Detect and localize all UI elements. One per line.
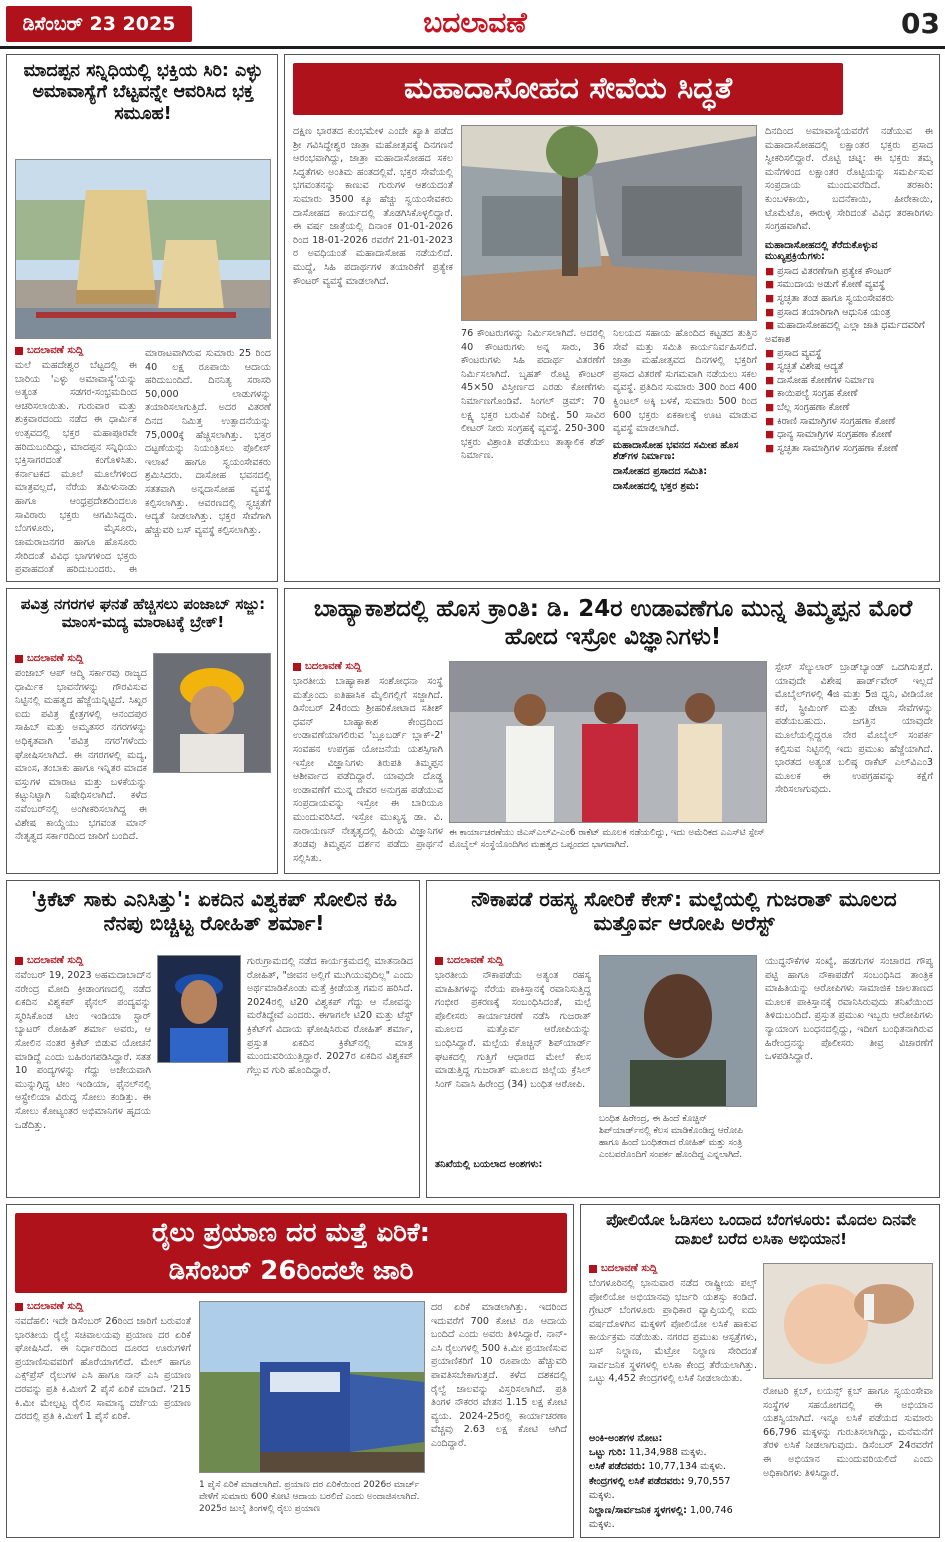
story-cricket-body-col2: ಗುರುಗ್ರಾಮದಲ್ಲಿ ನಡೆದ ಕಾರ್ಯಕ್ರಮದಲ್ಲಿ ಮಾತನಾಡಿದ ರೋಹಿತ್, "ಜೀವನ ಅಲ್ಲಿಗೆ ಮುಗಿಯುವುದಿಲ್ಲ" ಎಂದು ಅರ್ಥಮಾಡಿಕೊಂಡು ಮತ್ತೆ ಕ್ರೀಡೆಯತ್ತ ಗಮನ ಹರಿಸಿದೆ. 2024ರಲ್ಲಿ ಟಿ20 ವಿಶ್ವಕಪ್ ಗೆದ್ದು ಆ ನೋವನ್ನು ಮರೆತಿದ್ದೇವೆ ಎಂದರು. ಈಗಾಗಲೇ ಟಿ20 ಮತ್ತು ಟೆಸ್ಟ್ ಕ್ರಿಕೆಟ್‌ಗೆ ವಿದಾಯ ಘೋಷಿಸಿರುವ ರೋಹಿತ್ ಶರ್ಮಾ, ಪ್ರಸ್ತುತ ಏಕದಿನ ಕ್ರಿಕೆಟ್‌ನಲ್ಲಿ ಮಾತ್ರ ಮುಂದುವರಿಯುತ್ತಿದ್ದಾರೆ. 2027ರ ಏಕದಿನ ವಿಶ್ವಕಪ್ ಗೆಲ್ಲುವ ಗುರಿ ಹೊಂದಿದ್ದಾರೆ. <box>247 956 413 1076</box>
dasoha-shed-image <box>462 126 756 320</box>
rohit-portrait-image <box>158 956 240 1062</box>
polio-stat-value: 1,00,746 ಮಕ್ಕಳು. <box>589 1504 733 1530</box>
page-number: 03 <box>901 7 940 40</box>
story-temple-headline: ಮಾದಪ್ಪನ ಸನ್ನಿಧಿಯಲ್ಲಿ ಭಕ್ತಿಯ ಸಿರಿ: ಎಳ್ಳು ಅಮಾವಾಸ್ಯೆಗೆ ಬೆಟ್ಟವನ್ನೇ ಆವರಿಸಿದ ಭಕ್ತ ಸಮೂಹ! <box>23 61 263 124</box>
story-polio-byline: ಬದಲಾವಣೆ ಸುದ್ದಿ <box>589 1263 749 1274</box>
train-locomotive-image <box>200 1302 424 1472</box>
list-item: ■ ಕಾಯಿಪಲ್ಯೆ ಸಂಗ್ರಹ ಕೋಣೆ <box>765 387 933 401</box>
list-item: ■ ಮಹಾದಾಸೋಹದಲ್ಲಿ ಎಲ್ಲಾ ಜಾತಿ ಧರ್ಮದವರಿಗೆ ಅವಕಾಶ <box>765 319 933 346</box>
polio-stat-value: 9,70,557 ಮಕ್ಕಳು. <box>589 1475 731 1502</box>
accused-portrait-image <box>600 956 756 1106</box>
header-rule <box>0 46 945 49</box>
dasoha-subhead-3: ದಾಸೋಹದಲ್ಲಿ ಭಕ್ತರ ಶ್ರಮ: <box>613 480 700 492</box>
story-punjab <box>6 588 278 874</box>
story-temple <box>6 54 278 582</box>
polio-stat-label: ಒಟ್ಟು ಗುರಿ: <box>589 1447 626 1458</box>
story-temple-byline: ಬದಲಾವಣೆ ಸುದ್ದಿ <box>15 345 135 356</box>
polio-stat-row <box>589 1504 757 1533</box>
masthead-logo: ಬದಲಾವಣೆ <box>423 6 527 39</box>
polio-stat-value: 10,77,134 ಮಕ್ಕಳು. <box>648 1461 726 1473</box>
list-item: ■ ಪ್ರಸಾದ ತಯಾರಿಗಾಗಿ ಆಧುನಿಕ ಯಂತ್ರ <box>765 306 933 320</box>
baby-vaccine-image <box>764 1264 932 1378</box>
polio-stat-row <box>589 1446 757 1460</box>
list-item: ■ ಧಾನ್ಯ ಸಾಮಾಗ್ರಿಗಳ ಸಂಗ್ರಹಣಾ ಕೋಣೆ <box>765 428 933 442</box>
list-item: ■ ಪ್ರಸಾದ ವ್ಯವಸ್ಥೆ <box>765 347 933 361</box>
punjab-cm-portrait-image <box>154 654 270 772</box>
issue-date: ಡಿಸೆಂಬರ್ 23 2025 <box>6 6 192 42</box>
polio-stat-value: 11,34,988 ಮಕ್ಕಳು. <box>629 1447 707 1458</box>
temple-photo <box>15 159 271 339</box>
story-polio-body: ಬೆಂಗಳೂರಿನಲ್ಲಿ ಭಾನುವಾರ ನಡೆದ ರಾಷ್ಟ್ರೀಯ ಪಲ್ಸ್ ಪೋಲಿಯೋ ಅಭಿಯಾನವು ಭರ್ಜರಿ ಯಶಸ್ಸು ಕಂಡಿದೆ. ಗ್ರೇಟರ್ ಬೆಂಗಳೂರು ಪ್ರಾಧಿಕಾರ ವ್ಯಾಪ್ತಿಯಲ್ಲಿ ಐದು ವರ್ಷದೊಳಗಿನ ಮಕ್ಕಳಿಗೆ ಪೋಲಿಯೋ ಲಸಿಕೆ ಹಾಕುವ ಕಾರ್ಯಕ್ರಮ ನಡೆಯಿತು. ನಗರದ ಪ್ರಮುಖ ಆಸ್ಪತ್ರೆಗಳು, ಬಸ್ ನಿಲ್ದಾಣ, ಮೆಟ್ರೋ ನಿಲ್ದಾಣ ಸೇರಿದಂತೆ ಸಾರ್ವಜನಿಕ ಸ್ಥಳಗಳಲ್ಲಿ ಲಸಿಕಾ ಕೇಂದ್ರ ತೆರೆಯಲಾಗಿತ್ತು. ಒಟ್ಟು 4,452 ಕೇಂದ್ರಗಳಲ್ಲಿ ಲಸಿಕೆ ನೀಡಲಾಯಿತು. <box>589 1278 757 1385</box>
story-isro-byline: ಬದಲಾವಣೆ ಸುದ್ದಿ <box>293 661 433 672</box>
story-navy-body: ಭಾರತೀಯ ನೌಕಾಪಡೆಯ ಅತ್ಯಂತ ರಹಸ್ಯ ಮಾಹಿತಿಗಳನ್ನು ನೆರೆಯ ಪಾಕಿಸ್ತಾನಕ್ಕೆ ರವಾನಿಸುತ್ತಿದ್ದ ಗಂಭೀರ ಪ್ರಕರಣಕ್ಕೆ ಸಂಬಂಧಿಸಿದಂತೆ, ಮಲ್ಪೆ ಪೊಲೀಸರು ಕಾರ್ಯಾಚರಣೆ ನಡೆಸಿ ಗುಜರಾತ್ ಮೂಲದ ಮತ್ತೊರ್ವ ಆರೋಪಿಯನ್ನು ಬಂಧಿಸಿದ್ದಾರೆ. ಮಲ್ಪೆಯ ಕೊಚ್ಚಿನ್ ಶಿಪ್‌ಯಾರ್ಡ್ ಘಟಕದಲ್ಲಿ ಗುತ್ತಿಗೆ ಆಧಾರದ ಮೇಲೆ ಕೆಲಸ ಮಾಡುತ್ತಿದ್ದ ಗುಜರಾತ್ ಮೂಲದ ಜಿಲ್ಲೆಯ ಕ್ರೆಸಿಲ್ ಸಿಂಗ್ ನಿವಾಸಿ ಹಿರೇಂದ್ರ (34) ಬಂಧಿತ ಆರೋಪಿ. <box>435 970 591 1090</box>
isro-photo-caption: ಈ ಕಾರ್ಯಾಚರಣೆಯು ಜಿಎಸ್‌ಎಲ್‌ವಿ-ಎಂ6 ರಾಕೆಟ್ ಮೂಲಕ ನಡೆಯಲಿದ್ದು, ಇದು ಅಮೆರಿಕದ ಎಎಸ್‌ಟಿ ಸ್ಪೇಸ್ ಮೊಬೈಲ್ ಸಂಸ್ಥೆಯೊಂದಿಗಿನ ಮಹತ್ವದ ಒಪ್ಪಂದದ ಭಾಗವಾಗಿದೆ. <box>449 828 765 851</box>
story-rail-byline: ಬದಲಾವಣೆ ಸುದ್ದಿ <box>15 1301 175 1312</box>
temple-gopuram-image <box>16 160 270 338</box>
rohit-photo <box>157 955 241 1063</box>
story-navy-byline: ಬದಲಾವಣೆ ಸುದ್ದಿ <box>435 955 575 966</box>
polio-vaccine-photo <box>763 1263 933 1379</box>
list-item: ■ ಸ್ವಚ್ಛತಾ ಸಾಮಾಗ್ರಿಗಳ ಸಂಗ್ರಹಣಾ ಕೋಣೆ <box>765 442 933 456</box>
story-punjab-headline: ಪವಿತ್ರ ನಗರಗಳ ಘನತೆ ಹೆಚ್ಚಿಸಲು ಪಂಜಾಬ್ ಸಜ್ಜು: ಮಾಂಸ-ಮದ್ಯ ಮಾರಾಟಕ್ಕೆ ಬ್ರೇಕ್! <box>20 595 266 632</box>
story-isro-body-col2: ಸ್ಪೇಸ್ ಸೆಲ್ಯುಲಾರ್ ಬ್ರಾಡ್‌ಬ್ಯಾಂಡ್ ಒದಗಿಸುತ್ತದೆ. ಯಾವುದೇ ವಿಶೇಷ ಹಾರ್ಡ್‌ವೇರ್ ಇಲ್ಲದೆ ಮೊಬೈಲ್‌ಗಳಲ್ಲಿ 4ಜಿ ಮತ್ತು 5ಜಿ ಧ್ವನಿ, ವೀಡಿಯೋ ಕರೆ, ಸ್ಟ್ರೀಮಿಂಗ್ ಮತ್ತು ಡೇಟಾ ಸೇವೆಗಳನ್ನು ಪಡೆಯಬಹುದು. ಜಗತ್ತಿನ ಯಾವುದೇ ಮೂಲೆಯಲ್ಲಿದ್ದರೂ ನೇರ ಮೊಬೈಲ್ ಸಂಪರ್ಕ ಕಲ್ಪಿಸುವ ನಿಟ್ಟಿನಲ್ಲಿ ಇದು ಪ್ರಮುಖ ಹೆಜ್ಜೆಯಾಗಿದೆ. ಭಾರತದ ಅತ್ಯಂತ ಬಲಿಷ್ಠ ರಾಕೆಟ್ ಎಲ್‌ವಿಎಂ3 ಮೂಲಕ ಈ ಉಪಗ್ರಹವನ್ನು ಕಕ್ಷೆಗೆ ಸೇರಿಸಲಾಗುವುದು. <box>775 662 933 796</box>
navy-subhead: ತನಿಖೆಯಲ್ಲಿ ಬಯಲಾದ ಅಂಶಗಳು: <box>435 1159 543 1170</box>
list-item: ■ ಕಿರಾಣಿ ಸಾಮಾಗ್ರಿಗಳ ಸಂಗ್ರಹಣಾ ಕೋಣೆ <box>765 415 933 429</box>
polio-stat-label: ಲಸಿಕೆ ಪಡೆದವರು: <box>589 1461 646 1473</box>
isro-scientists-image <box>450 662 766 822</box>
accused-photo <box>599 955 757 1107</box>
isro-scientists-photo <box>449 661 767 823</box>
story-temple-body-col1: ಮಲೆ ಮಹದೇಶ್ವರ ಬೆಟ್ಟದಲ್ಲಿ ಈ ಬಾರಿಯ 'ಎಳ್ಳು ಅಮಾವಾಸ್ಯೆ'ಯನ್ನು ಅತ್ಯಂತ ಸಡಗರ-ಸಂಭ್ರಮದಿಂದ ಆಚರಿಸಲಾಯಿತು. ಗುರುವಾರ ಮತ್ತು ಶುಕ್ರವಾರದಂದು ನಡೆದ ಈ ಧಾರ್ಮಿಕ ಉತ್ಸವದಲ್ಲಿ ಭಕ್ತರ ಮಹಾಪೂರವೇ ಹರಿದುಬಂದಿದ್ದು, ಮಾದಪ್ಪನ ಸನ್ನಿಧಿಯು ಭಕ್ತಿಸಾಗರದಂತೆ ಕಂಗೊಳಿಸಿತು. ಕರ್ನಾಟಕದ ಮೂಲೆ ಮೂಲೆಗಳಿಂದ ಮಾತ್ರವಲ್ಲದೆ, ನೆರೆಯ ತಮಿಳುನಾಡು ಹಾಗೂ ಆಂಧ್ರಪ್ರದೇಶದಿಂದಲೂ ಸಾವಿರಾರು ಭಕ್ತರು ಆಗಮಿಸಿದ್ದರು. ಬೆಂಗಳೂರು, ಮೈಸೂರು, ಚಾಮರಾಜನಗರ ಹಾಗೂ ಹೊಸೂರು ಸೇರಿದಂತೆ ವಿವಿಧ ಭಾಗಗಳಿಂದ ಭಕ್ತರು ಪ್ರವಾಹದಂತೆ ಹರಿದುಬಂದರು. ಈ <box>15 360 137 575</box>
story-rail-body: ನವದೆಹಲಿ: ಇದೇ ಡಿಸೆಂಬರ್ 26ರಿಂದ ಜಾರಿಗೆ ಬರುವಂತೆ ಭಾರತೀಯ ರೈಲ್ವೆ ಸಚಿವಾಲಯವು ಪ್ರಯಾಣ ದರ ಏರಿಕೆ ಘೋಷಿಸಿದೆ. ಈ ನಿರ್ಧಾರದಿಂದ ದೂರದ ಊರುಗಳಿಗೆ ಪ್ರಯಾಣಿಸುವವರಿಗೆ ಹೊರೆಯಾಗಲಿದೆ. ಮೇಲ್ ಹಾಗೂ ಎಕ್ಸ್‌ಪ್ರೆಸ್ ರೈಲುಗಳ ಎಸಿ ಹಾಗೂ ನಾನ್ ಎಸಿ ಪ್ರಯಾಣ ದರವನ್ನು ಪ್ರತಿ ಕಿ.ಮೀಗೆ 2 ಪೈಸೆ ಏರಿಕೆ ಮಾಡಿದೆ. '215 ಕಿ.ಮೀ ಮೇಲ್ಪಟ್ಟ ರೈಲಿನ ಸಾಮಾನ್ಯ ದರ್ಜೆಯ ಪ್ರಯಾಣ ದರದಲ್ಲಿ ಪ್ರತಿ ಕಿ.ಮೀಗೆ 1 ಪೈಸೆ ಏರಿಕೆ. <box>15 1316 191 1423</box>
story-temple-body-col2: ಮಾರಾಟವಾಗಿರುವ ಸುಮಾರು 25 ರಿಂದ 40 ಲಕ್ಷ ರೂಪಾಯಿ ಆದಾಯ ಹರಿದುಬಂದಿದೆ. ದಿನನಿತ್ಯ ಸರಾಸರಿ 50,000 ಲಾಡುಗಳನ್ನು ತಯಾರಿಸಲಾಗುತ್ತಿದೆ. ಅದರ ವಿತರಣೆ ದಿನದ ನಿಮಿತ್ತ ಉತ್ಪಾದನೆಯನ್ನು 75,000ಕ್ಕೆ ಹೆಚ್ಚಿಸಲಾಗಿತ್ತು. ಭಕ್ತರ ದಟ್ಟಣೆಯನ್ನು ನಿಯಂತ್ರಿಸಲು ಪೊಲೀಸ್ ಇಲಾಖೆ ಹಾಗೂ ಸ್ವಯಂಸೇವಕರು ಶ್ರಮಿಸಿದರು. ದಾಸೋಹ ಭವನದಲ್ಲಿ ಸತತವಾಗಿ ಅನ್ನದಾಸೋಹ ವ್ಯವಸ್ಥೆ ಕಲ್ಪಿಸಲಾಗಿತ್ತು. ಆವರಣದಲ್ಲಿ ಸ್ವಚ್ಛತೆಗೆ ಆದ್ಯತೆ ನೀಡಲಾಗಿತ್ತು. ಭಕ್ತರ ಸೇವೆಗಾಗಿ ಹೆಚ್ಚುವರಿ ಬಸ್ ವ್ಯವಸ್ಥೆ ಕಲ್ಪಿಸಲಾಗಿತ್ತು. <box>145 348 271 536</box>
dasoha-process-list <box>765 265 933 456</box>
navy-photo-caption: ಬಂಧಿತ ಹಿರೇಂದ್ರ, ಈ ಹಿಂದೆ ಕೊಚ್ಚಿನ್ ಶಿಪ್‌ಯಾರ್ಡ್‌ನಲ್ಲಿ ಕೆಲಸ ಮಾಡಿಕೊಂಡಿದ್ದ ಆರೋಪಿ ಹಾಗೂ ಹಿಂದೆ ಬಂಧಿತರಾದ ರೋಹಿತ್ ಮತ್ತು ಸಂತ್ರಿ ಎಂಬವರೊಂದಿಗೆ ಸಂಪರ್ಕ ಹೊಂದಿದ್ದ ಎನ್ನಲಾಗಿದೆ. <box>599 1114 743 1161</box>
story-dasoha-body-col1: ದಕ್ಷಿಣ ಭಾರತದ ಕುಂಭಮೇಳ ಎಂದೇ ಖ್ಯಾತಿ ಪಡೆದ ಶ್ರೀ ಗವಿಸಿದ್ಧೇಶ್ವರ ಜಾತ್ರಾ ಮಹೋತ್ಸವಕ್ಕೆ ದಿನಗಣನೆ ಆರಂಭವಾಗಿದ್ದು, ಜಾತ್ರಾ ಮಹಾದಾಸೋಹದ ಸಕಲ ಸಿದ್ಧತೆಗಳು ಅಂತಿಮ ಹಂತದಲ್ಲಿವೆ. ಭಕ್ತರ ಸೇವೆಯಲ್ಲಿ ಭಗವಂತನನ್ನು ಕಾಣುವ ಗುರುಗಳ ಆಶಯದಂತೆ ಸುಮಾರು 3500 ಕ್ಕೂ ಹೆಚ್ಚು ಸ್ವಯಂಸೇವಕರು ದಾಸೋಹದ ಕಾರ್ಯದಲ್ಲಿ ತೊಡಗಿಸಿಕೊಳ್ಳಲಿದ್ದಾರೆ. ಈ ವರ್ಷ ಜಾತ್ರೆಯಲ್ಲಿ ದಿನಾಂಕ 01-01-2026 ರಿಂದ 18-01-2026 ರವರೆಗೆ 21-01-2023 ರ ಅವಧಿಯಂತೆ ಮಹಾದಾಸೋಹ ನಡೆಯಲಿದೆ. ಮುದ್ದೆ, ಸಿಹಿ ಪದಾರ್ಥಗಳ ತಯಾರಿಕೆಗೆ ಪ್ರತ್ಯೇಕ ಕೌಂಟರ್ ವ್ಯವಸ್ಥೆ ಮಾಡಲಾಗಿದೆ. <box>293 126 453 287</box>
story-cricket-byline: ಬದಲಾವಣೆ ಸುದ್ದಿ <box>15 955 155 966</box>
polio-stat-label: ಕೇಂದ್ರಗಳಲ್ಲಿ ಲಸಿಕೆ ಪಡೆದವರು: <box>589 1475 685 1487</box>
list-item: ■ ಸಮುದಾಯ ಅಡುಗೆ ಕೋಣೆ ವ್ಯವಸ್ಥೆ <box>765 278 933 292</box>
story-cricket-body: ನವೆಂಬರ್ 19, 2023 ಅಹಮದಾಬಾದ್‌ನ ನರೇಂದ್ರ ಮೋದಿ ಕ್ರೀಡಾಂಗಣದಲ್ಲಿ ನಡೆದ ಏಕದಿನ ವಿಶ್ವಕಪ್ ಫೈನಲ್ ಪಂದ್ಯವನ್ನು ಸ್ಮರಿಸಿಕೊಂಡ ಟೀಂ ಇಂಡಿಯಾ ಸ್ಟಾರ್ ಬ್ಯಾಟರ್ ರೋಹಿತ್ ಶರ್ಮಾ ಅವರು, ಆ ಸೋಲಿನ ನಂತರ ಕ್ರಿಕೆಟ್ ಬಿಡುವ ಯೋಚನೆ ಮಾಡಿದ್ದೆ ಎಂದು ಬಹಿರಂಗಪಡಿಸಿದ್ದಾರೆ. ಸತತ 10 ಪಂದ್ಯಗಳನ್ನು ಗೆದ್ದು ಅಜೇಯವಾಗಿ ಮುನ್ನುಗ್ಗಿದ್ದ ಟೀಂ ಇಂಡಿಯಾ, ಫೈನಲ್‌ನಲ್ಲಿ ಆಸ್ಟ್ರೇಲಿಯಾ ವಿರುದ್ಧ ಸೋಲು ಕಂಡಿತ್ತು. ಈ ಸೋಲು ಕೋಟ್ಯಂತರ ಅಭಿಮಾನಿಗಳ ಹೃದಯ ಒಡೆದಿತ್ತು. <box>15 970 151 1131</box>
story-dasoha <box>284 54 940 582</box>
story-cricket <box>6 880 420 1198</box>
story-polio <box>580 1204 940 1538</box>
story-punjab-byline: ಬದಲಾವಣೆ ಸುದ್ದಿ <box>15 653 145 664</box>
dasoha-list-title: ಮಹಾದಾಸೋಹದಲ್ಲಿ ತೆರೆದುಕೊಳ್ಳುವ ಮುಖ್ಯಪ್ರಕ್ರಿಯೆಗಳು: <box>765 239 878 262</box>
polio-stats-box <box>589 1433 757 1533</box>
polio-stat-label: ನಿಲ್ದಾಣ/ಸಾರ್ವಜನಿಕ ಸ್ಥಳಗಳಲ್ಲಿ: <box>589 1504 687 1516</box>
story-punjab-body: ಪಂಜಾಬ್ ಆಪ್ ಆದ್ಮಿ ಸರ್ಕಾರವು ರಾಜ್ಯದ ಧಾರ್ಮಿಕ ಭಾವನೆಗಳನ್ನು ಗೌರವಿಸುವ ನಿಟ್ಟಿನಲ್ಲಿ ಮಹತ್ವದ ಹೆಜ್ಜೆಯನ್ನಿಟ್ಟಿದೆ. ಸಿಖ್ಖರ ಐದು ಪವಿತ್ರ ಕ್ಷೇತ್ರಗಳಲ್ಲಿ ಆನಂದಪುರ ಸಾಹಿಬ್ ಮತ್ತು ಅಮೃತಸರ ನಗರಗಳನ್ನು ಅಧಿಕೃತವಾಗಿ 'ಪವಿತ್ರ ನಗರ'ಗಳೆಂದು ಘೋಷಿಸಲಾಗಿದೆ. ಈ ನಗರಗಳಲ್ಲಿ ಮದ್ಯ, ಮಾಂಸ, ತಂಬಾಕು ಹಾಗೂ ಇನ್ನಿತರ ಮಾದಕ ವಸ್ತುಗಳ ಮಾರಾಟ ಮತ್ತು ಬಳಕೆಯನ್ನು ಕಟ್ಟುನಿಟ್ಟಾಗಿ ನಿಷೇಧಿಸಲಾಗಿದೆ. ಕಳೆದ ನವೆಂಬರ್‌ನಲ್ಲಿ ಅಂಗೀಕರಿಸಲಾಗಿದ್ದ ಈ ವಿಶೇಷ ಕಾಯ್ದೆಯು ಭಗವಂತ ಮಾನ್ ನೇತೃತ್ವದ ಸರ್ಕಾರದಿಂದ ಜಾರಿಗೆ ಬಂದಿದೆ. <box>15 668 147 843</box>
polio-stat-row <box>589 1460 757 1474</box>
rail-photo-caption: 1 ಪೈಸೆ ಏರಿಕೆ ಮಾಡಲಾಗಿದೆ. ಪ್ರಯಾಣ ದರ ಏರಿಕೆಯಿಂದ 2026ರ ಮಾರ್ಚ್ ವೇಳೆಗೆ ಸುಮಾರು 600 ಕೋಟಿ ಆದಾಯ ಬರಲಿದೆ ಎಂದು ಅಂದಾಜಿಸಲಾಗಿದೆ. 2025ರ ಜುಲೈ ತಿಂಗಳಲ್ಲಿ ರೈಲು ಪ್ರಯಾಣ <box>199 1480 420 1515</box>
list-item: ■ ಸ್ವಚ್ಛತಾ ತಂಡ ಹಾಗೂ ಸ್ವಯಂಸೇವಕರು <box>765 292 933 306</box>
story-navy-body-col2: ಯುದ್ಧನೌಕೆಗಳ ಸಂಖ್ಯೆ, ಹಡಗುಗಳ ಸಂಚಾರದ ಗೌಪ್ಯ ಪಟ್ಟಿ ಹಾಗೂ ನೌಕಾಪಡೆಗೆ ಸಂಬಂಧಿಸಿದ ತಾಂತ್ರಿಕ ಮಾಹಿತಿಯನ್ನು ಆರೋಪಿಗಳು ಸಾಮಾಜಿಕ ಜಾಲತಾಣದ ಮೂಲಕ ಪಾಕಿಸ್ತಾನಕ್ಕೆ ರವಾನಿಸಿರುವುದು ತನಿಖೆಯಿಂದ ತಿಳಿದುಬಂದಿದೆ. ಪ್ರಸ್ತುತ ಪ್ರಮುಖ ಇಬ್ಬರು ಆರೋಪಿಗಳು ನ್ಯಾಯಾಂಗ ಬಂಧನದಲ್ಲಿದ್ದು, ಇದೀಗ ಬಂಧಿತನಾಗಿರುವ ಹಿರೇಂದ್ರನನ್ನು ಪೊಲೀಸರು ತೀವ್ರ ವಿಚಾರಣೆಗೆ ಒಳಪಡಿಸಿದ್ದಾರೆ. <box>765 956 933 1063</box>
punjab-cm-photo <box>153 653 271 773</box>
list-item: ■ ದಾಸೋಹ ಕೋಣೆಗಳ ನಿರ್ಮಾಣ <box>765 374 933 388</box>
story-dasoha-col4 <box>765 125 933 575</box>
story-dasoha-body-col4: ದಿನದಿಂದ ಅಮಾವಾಸ್ಯೆಯವರೆಗೆ ನಡೆಯುವ ಈ ಮಹಾದಾಸೋಹದಲ್ಲಿ ಲಕ್ಷಾಂತರ ಭಕ್ತರು ಪ್ರಸಾದ ಸ್ವೀಕರಿಸಲಿದ್ದಾರೆ. ರೊಟ್ಟಿ ಚಟ್ನಿ: ಈ ಭಕ್ತರು ತಮ್ಮ ಮನೆಗಳಿಂದ ಲಕ್ಷಾಂತರ ರೊಟ್ಟಿಯನ್ನು ಸಮರ್ಪಿಸುವ ಸಂಪ್ರದಾಯ ಮುಂದುವರೆದಿದೆ. ತರಕಾರಿ: ಕುಂಬಳಕಾಯಿ, ಬದನೆಕಾಯಿ, ಹೀರೇಕಾಯಿ, ಟೊಮೆಟೊ, ಈರುಳ್ಳಿ ಸೇರಿದಂತೆ ವಿವಿಧ ತರಕಾರಿಗಳು ಸಂಗ್ರಹವಾಗಿವೆ. <box>765 126 933 233</box>
list-item: ■ ಸ್ವಚ್ಛತೆ ವಿಶೇಷ ಆದ್ಯತೆ <box>765 360 933 374</box>
train-photo <box>199 1301 425 1473</box>
story-navy <box>426 880 940 1198</box>
polio-stats-title: ಅಂಕಿ-ಅಂಶಗಳ ನೋಟ: <box>589 1433 663 1444</box>
list-item: ■ ಬೆಲ್ಲ ಸಂಗ್ರಹಣಾ ಕೋಣೆ <box>765 401 933 415</box>
dasoha-subhead-2: ದಾಸೋಹದ ಪ್ರಸಾದದ ಸಮಿತಿ: <box>613 465 708 477</box>
story-dasoha-body-col3: ನಿಲಯದ ಸಹಾಯ ಹೊಂದಿದ ಕಟ್ಟಡದ ತುತ್ತಿನ ಸೇವೆ ಮತ್ತು ಸಮಿತಿ ಕಾರ್ಯನಿರ್ವಹಿಸಲಿದೆ. ಜಾತ್ರಾ ಮಹೋತ್ಸವದ ದಿನಗಳಲ್ಲಿ ಭಕ್ತರಿಗೆ ಪ್ರಸಾದ ವಿತರಣೆ ಸುಗಮವಾಗಿ ನಡೆಯಲು ಸಕಲ ವ್ಯವಸ್ಥೆ. ಪ್ರತಿದಿನ ಸುಮಾರು 300 ರಿಂದ 400 ಕ್ವಿಂಟಲ್ ಅಕ್ಕಿ ಬಳಕೆ, ಸುಮಾರು 500 ರಿಂದ 600 ಭಕ್ತರು ಏಕಕಾಲಕ್ಕೆ ಊಟ ಮಾಡುವ ವ್ಯವಸ್ಥೆ ಮಾಡಲಾಗಿದೆ. <box>613 328 757 435</box>
rail-headline-line1: ರೈಲು ಪ್ರಯಾಣ ದರ ಮತ್ತೆ ಏರಿಕೆ: <box>151 1218 431 1248</box>
story-isro-headline: ಬಾಹ್ಯಾಕಾಶದಲ್ಲಿ ಹೊಸ ಕ್ರಾಂತಿ: ಡಿ. 24ರ ಉಡಾವಣೆಗೂ ಮುನ್ನ ತಿಮ್ಮಪ್ಪನ ಮೊರೆ ಹೋದ ಇಸ್ರೋ ವಿಜ್ಞಾನಿಗಳು! <box>313 596 913 651</box>
rail-headline-line2: ಡಿಸೆಂಬರ್ 26ರಿಂದಲೇ ಜಾರಿ <box>168 1256 414 1286</box>
list-item: ■ ಪ್ರಸಾದ ವಿತರಣೆಗಾಗಿ ಪ್ರತ್ಯೇಕ ಕೌಂಟರ್ <box>765 265 933 279</box>
story-rail-headline <box>15 1213 567 1293</box>
story-rail-body-col2: ದರ ಏರಿಕೆ ಮಾಡಲಾಗಿತ್ತು. ಇದರಿಂದ ಇದುವರೆಗೆ 700 ಕೋಟಿ ರೂ ಆದಾಯ ಬಂದಿದೆ ಎಂದು ಅವರು ತಿಳಿಸಿದ್ದಾರೆ. ನಾನ್-ಎಸಿ ರೈಲುಗಳಲ್ಲಿ 500 ಕಿ.ಮೀ ಪ್ರಯಾಣಿಸುವ ಪ್ರಯಾಣಿಕರಿಗೆ 10 ರೂಪಾಯಿ ಹೆಚ್ಚುವರಿ ಪಾವತಿಸಬೇಕಾಗುತ್ತದೆ. ಕಳೆದ ದಶಕದಲ್ಲಿ ರೈಲ್ವೆ ಜಾಲವನ್ನು ವಿಸ್ತರಿಸಲಾಗಿದೆ. ಪ್ರತಿ ತಿಂಗಳ ನೌಕರರ ವೇತನ 1.15 ಲಕ್ಷ ಕೋಟಿ ವ್ಯಯ. 2024-25ರಲ್ಲಿ ಕಾರ್ಯಾಚರಣಾ ವೆಚ್ಚವು 2.63 ಲಕ್ಷ ಕೋಟಿ ಆಗಿದೆ ಎಂದಿದ್ದಾರೆ. <box>431 1302 567 1450</box>
story-navy-headline: ನೌಕಾಪಡೆ ರಹಸ್ಯ ಸೋರಿಕೆ ಕೇಸ್: ಮಲ್ಪೆಯಲ್ಲಿ ಗುಜರಾತ್ ಮೂಲದ ಮತ್ತೊರ್ವ ಆರೋಪಿ ಅರೆಸ್ಟ್ <box>471 887 897 936</box>
story-dasoha-col3 <box>613 327 757 575</box>
dasoha-photo <box>461 125 757 321</box>
polio-stat-row <box>589 1475 757 1504</box>
story-polio-headline: ಪೋಲಿಯೋ ಓಡಿಸಲು ಒಂದಾದ ಬೆಂಗಳೂರು: ಮೊದಲ ದಿನವೇ ದಾಖಲೆ ಬರೆದ ಲಸಿಕಾ ಅಭಿಯಾನ! <box>606 1211 916 1248</box>
story-rail <box>6 1204 574 1538</box>
story-cricket-headline: 'ಕ್ರಿಕೆಟ್ ಸಾಕು ಎನಿಸಿತ್ತು': ಏಕದಿನ ವಿಶ್ವಕಪ್ ಸೋಲಿನ ಕಹಿ ನೆನಪು ಬಿಚ್ಚಿಟ್ಟ ರೋಹಿತ್ ಶರ್ಮಾ! <box>30 887 398 936</box>
dasoha-subhead-1: ಮಹಾದಾಸೋಹ ಭವನದ ಸಮೀಪ ಹೊಸ ಶೆಡ್‌ಗಳ ನಿರ್ಮಾಣ: <box>613 439 739 462</box>
story-dasoha-headline: ಮಹಾದಾಸೋಹದ ಸೇವೆಯ ಸಿದ್ಧತೆ <box>293 63 843 115</box>
story-polio-body-col2: ರೋಟರಿ ಕ್ಲಬ್, ಲಯನ್ಸ್ ಕ್ಲಬ್ ಹಾಗೂ ಸ್ವಯಂಸೇವಾ ಸಂಸ್ಥೆಗಳ ಸಹಯೋಗದಲ್ಲಿ ಈ ಅಭಿಯಾನ ಯಶಸ್ವಿಯಾಗಿದೆ. ಇನ್ನೂ ಲಸಿಕೆ ಪಡೆಯದ ಸುಮಾರು 66,796 ಮಕ್ಕಳನ್ನು ಗುರುತಿಸಲಾಗಿದ್ದು, ಮನೆಮನೆಗೆ ತೆರಳಿ ಲಸಿಕೆ ನೀಡಲಾಗುವುದು. ಡಿಸೆಂಬರ್ 24ರವರೆಗೆ ಈ ಅಭಿಯಾನ ಮುಂದುವರಿಯಲಿದೆ ಎಂದು ಅಧಿಕಾರಿಗಳು ತಿಳಿಸಿದ್ದಾರೆ. <box>763 1386 933 1479</box>
story-isro-body: ಭಾರತೀಯ ಬಾಹ್ಯಾಕಾಶ ಸಂಶೋಧನಾ ಸಂಸ್ಥೆ ಮತ್ತೊಂದು ಐತಿಹಾಸಿಕ ಮೈಲಿಗಲ್ಲಿಗೆ ಸಜ್ಜಾಗಿದೆ. ಡಿಸೆಂಬರ್ 24ರಂದು ಶ್ರೀಹರಿಕೋಟಾದ ಸತೀಶ್ ಧವನ್ ಬಾಹ್ಯಾಕಾಶ ಕೇಂದ್ರದಿಂದ ಉಡಾವಣೆಯಾಗಲಿರುವ 'ಬ್ಲೂಬರ್ಡ್ ಬ್ಲಾಕ್-2' ಸಂವಹನ ಉಪಗ್ರಹ ಯೋಜನೆಯ ಯಶಸ್ಸಿಗಾಗಿ ಇಸ್ರೋ ವಿಜ್ಞಾನಿಗಳು ತಿರುಪತಿ ತಿಮ್ಮಪ್ಪನ ಆಶೀರ್ವಾದ ಪಡೆದಿದ್ದಾರೆ. ಯಾವುದೇ ದೊಡ್ಡ ಉಡಾವಣೆಗೆ ಮುನ್ನ ದೇವರ ಅನುಗ್ರಹ ಪಡೆಯುವ ಸಂಪ್ರದಾಯವನ್ನು ಇಸ್ರೋ ಈ ಬಾರಿಯೂ ಮುಂದುವರಿಸಿದೆ. ಇಸ್ರೋ ಮುಖ್ಯಸ್ಥ ಡಾ. ವಿ. ನಾರಾಯಣನ್ ನೇತೃತ್ವದಲ್ಲಿ ಹಿರಿಯ ವಿಜ್ಞಾನಿಗಳ ತಂಡವು ತಿಮ್ಮಪ್ಪನ ದರ್ಶನ ಪಡೆದು ಪ್ರಾರ್ಥನೆ ಸಲ್ಲಿಸಿತು. <box>293 676 443 864</box>
story-isro <box>284 588 940 874</box>
story-dasoha-body-col2: 76 ಕೌಂಟರುಗಳನ್ನು ನಿರ್ಮಿಸಲಾಗಿದೆ. ಅದರಲ್ಲಿ 40 ಕೌಂಟರುಗಳು ಅನ್ನ ಸಾರು, 36 ಕೌಂಟರುಗಳು ಸಿಹಿ ಪದಾರ್ಥ ವಿತರಣೆಗೆ ನಿರ್ಮಿಸಲಾಗಿದೆ. ಬೃಹತ್ ರೊಟ್ಟಿ ಕೌಂಟರ್ 45×50 ವಿಸ್ತೀರ್ಣದ ಎರಡು ಕೋಣೆಗಳು ನಿರ್ಮಾಣಗೊಂಡಿವೆ. ಸಿಂಗಲ್ ಡ್ರಮ್: 70 ಲಕ್ಷ್ಯ ಭಕ್ತರ ಬರುವಿಕೆ ನಿರೀಕ್ಷೆ. 50 ಸಾವಿರ ಲೀಟರ್ ನೀರು ಸಂಗ್ರಹಕ್ಕೆ ವ್ಯವಸ್ಥೆ. 250-300 ಭಕ್ತರು ವಿಶ್ರಾಂತಿ ಪಡೆಯಲು ತಾತ್ಕಾಲಿಕ ಶೆಡ್ ನಿರ್ಮಾಣ. <box>461 328 605 462</box>
